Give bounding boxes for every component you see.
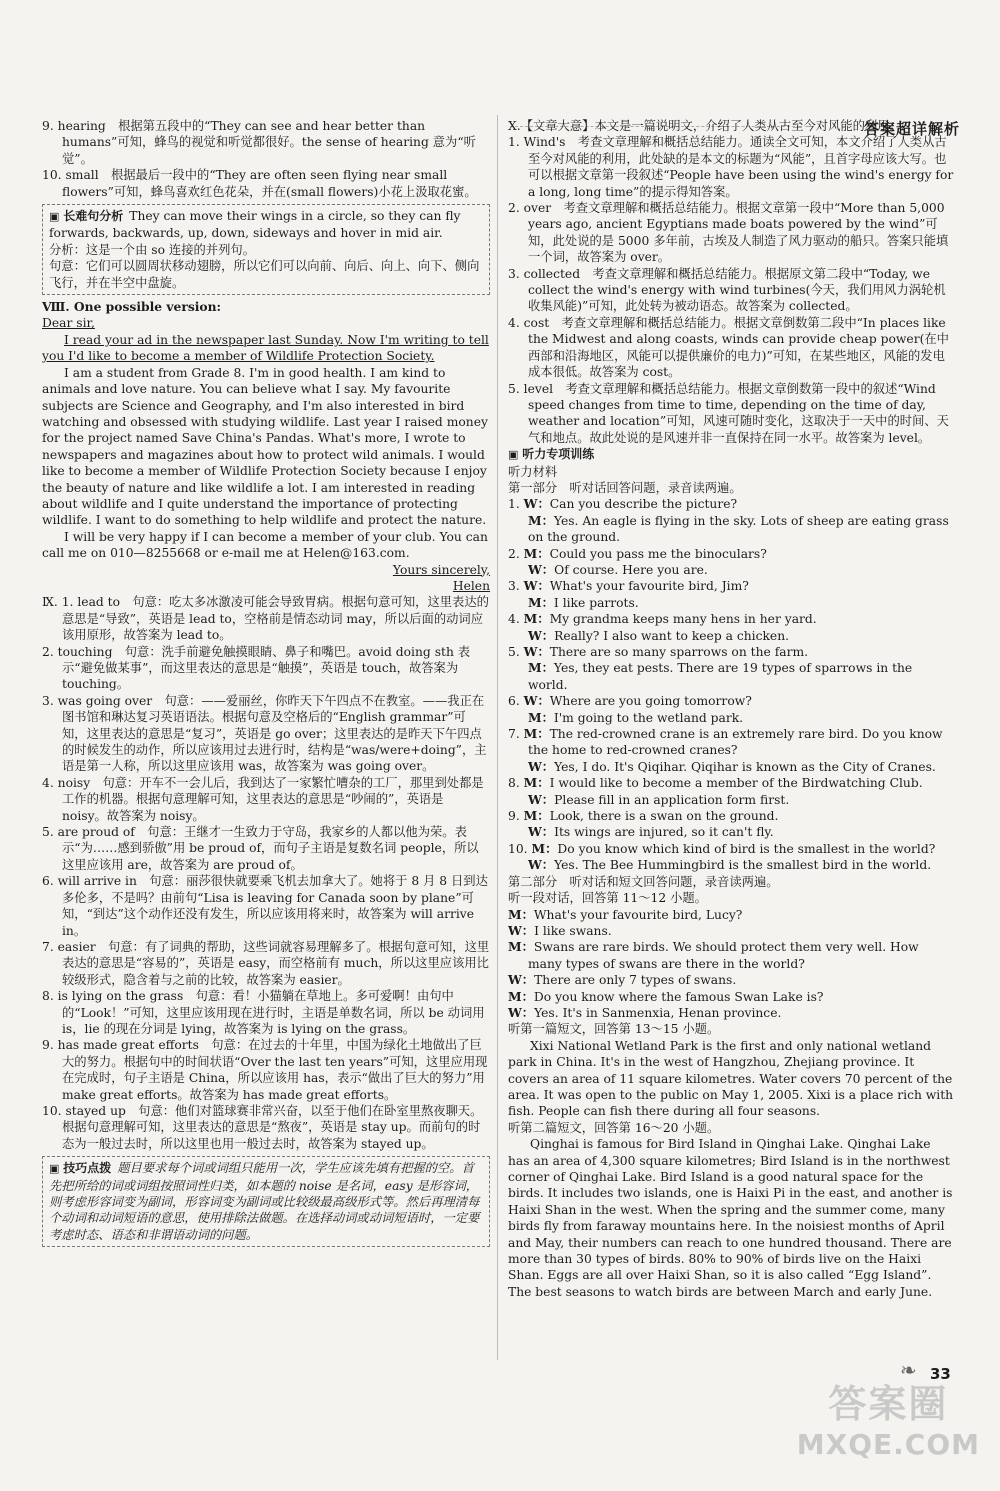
- dialogue-10-reply: W：Yes. The Bee Hummingbird is the smallest bird in the world.: [528, 857, 932, 873]
- dialogue-6: 6. W：Where are you going tomorrow?: [508, 693, 752, 709]
- column-divider: [497, 115, 498, 1360]
- watermark-url: MXQE.COM: [796, 1428, 980, 1461]
- letter-closing: Yours sincerely,: [392, 562, 490, 577]
- dialogue-1-reply: M：Yes. An eagle is flying in the sky. Lots of sheep are eating grass on the ground.: [528, 512, 949, 545]
- long-sentence-translation: 句意：它们可以圆周状移动翅膀，所以它们可以向前、向后、向上、向下、侧向飞行，并在半空中盘旋。: [49, 259, 480, 290]
- watermark: [797, 1373, 980, 1461]
- section-9-item-6: 6. will arrive in 句意：丽莎很快就要乘飞机去加拿大了。她将于 8 月 8 日到达多伦多，不是吗？由前句“Lisa is leaving for Canada soon by plane”可知，“到达”这个动作还没有发生，所以应该用将来时，故答案为 will arrive in。: [42, 874, 488, 938]
- section-10-intro: Ⅹ.【文章大意】本文是一篇说明文，介绍了人类从古至今对风能的利用。: [508, 119, 902, 133]
- dialogue-5-reply: M：Yes, they eat pests. There are 19 types of sparrows in the world.: [528, 660, 913, 692]
- dialogue-1: 1. W：Can you describe the picture?: [508, 496, 738, 512]
- right-column: [508, 118, 954, 1300]
- dialogue-8: 8. M：I would like to become a member of the Birdwatching Club.: [508, 775, 923, 791]
- dialogue-4: 4. M：My grandma keeps many hens in her yard.: [508, 611, 817, 627]
- long-sentence-label: ▣ 长难句分析: [49, 208, 123, 225]
- section-10-item-2: 2. over 考查文章理解和概括总结能力。根据文章第一段中“More than 5,000 years ago, ancient Egyptians made boats powered by the wind”可知，此处说的是 5000 多年前，古埃及人制造了风力驱动的船只。答案只能填一个词，故答案为 over。: [508, 201, 949, 265]
- section-10-item-5: 5. level 考查文章理解和概括总结能力。根据文章倒数第一段中的叙述“Wind speed changes from time to time, depending on the time of day, weather and location”可知，风速可随时变化，这取决于一天中的时间、天气和地点。故此处说的是风速并非一直保持在同一水平。故答案为 level。: [508, 381, 949, 445]
- dialogue-2: 2. M：Could you pass me the binoculars?: [508, 545, 767, 561]
- section-9-item-8: 8. is lying on the grass 句意：看！小猫躺在草地上。多可爱啊！由句中的“Look！”可知，这里应该用现在进行时，主语是单数名词，所以 be 动词用 is，lie 的现在分词是 lying，故答案为 is lying on the grass。: [42, 989, 485, 1036]
- dialogue-7: 7. M：The red-crowned crane is an extremely rare bird. Do you know the home to red-crowned cranes?: [508, 726, 943, 758]
- page-header: 答案超详解析: [863, 120, 960, 138]
- answer-item-10: 10. small 根据最后一段中的“They are often seen flying near small flowers”可知，蜂鸟喜欢红色花朵，并在(small flowers)小花上汲取花蜜。: [42, 168, 477, 199]
- section-10-item-3: 3. collected 考查文章理解和概括总结能力。根据原文第二段中“Today, we collect the wind's energy with wind turbines(今天，我们用风力涡轮机收集风能)”可知，此处转为被动语态。故答案为 collected。: [508, 266, 946, 314]
- page-number: 33: [930, 1365, 951, 1383]
- section-10-item-4: 4. cost 考查文章理解和概括总结能力。根据文章倒数第二段中“In places like the Midwest and along coasts, winds can provide cheap power(在中西部和沿海地区，风能可以提供廉价的电力)”可知，在某些地区，风能的发电成本很低。故答案为 cost。: [508, 315, 949, 380]
- tips-box: [42, 1156, 490, 1247]
- dialogue-3-reply: M：I like parrots.: [528, 594, 639, 610]
- section-10-item-1: 1. Wind's 考查文章理解和概括总结能力。通读全文可知，本文介绍了人类从古至今对风能的利用，此处缺的是本文的标题为“风能”，且首字母应该大写。也可以根据文章第一段叙述“People have been using the wind's energy for a long, long time”的提示得知答案。: [508, 135, 954, 199]
- dialogue-8-reply: W：Please fill in an application form first.: [528, 791, 790, 807]
- dialog-line-6: W：Yes. It's in Sanmenxia, Henan province.: [508, 1004, 782, 1020]
- dialogue-9: 9. M：Look, there is a swan on the ground.: [508, 808, 779, 824]
- tips-label: ▣ 技巧点拨: [49, 1160, 111, 1177]
- letter-paragraph-3: I will be very happy if I can become a member of your club. You can call me on 010—8255668 or e-mail me at Helen@163.com.: [42, 529, 488, 561]
- section-9-item-3: 3. was going over 句意：——爱丽丝，你昨天下午四点不在教室。——我正在图书馆和琳达复习英语语法。根据句意及空格后的“English grammar”可知，这里表达的意思是“复习”，英语是 go over；这里表达的是昨天下午四点的时候发生的动作，所以应该用过去进行时，结构是“was/were+doing”，主语是第一人称，所以这里应该用 was，故答案为 was going over。: [42, 693, 487, 774]
- section-9-item-10: 10. stayed up 句意：他们对篮球赛非常兴奋，以至于他们在卧室里熬夜聊天。根据句意理解可知，这里表达的意思是“熬夜”，英语是 stay up。而前句的时态为一般过去时，所以这里也用一般过去时，故答案为 stayed up。: [42, 1103, 483, 1151]
- letter-paragraph-2: I am a student from Grade 8. I'm in good health. I am kind to animals and love nature. You can believe what I say. My favourite subjects are Science and Geography, and I'm also interested in bird watching and obsessed with studying wildlife. Last year I raised money for the project named Save China's Pandas. What's more, I wrote to newspapers and magazines about how to protect wild animals. I would like to become a member of Wildlife Protection Society because I enjoy the beauty of nature and like wildlife a lot. I am interested in reading about wildlife and I quite understand the importance of protecting wildlife. I want to do something to help wildlife and protect the nature.: [42, 365, 488, 528]
- bird-icon: ❧: [900, 1358, 917, 1382]
- dialogue-10: 10. M：Do you know which kind of bird is the smallest in the world?: [508, 840, 936, 856]
- section-9-item-1: Ⅸ. 1. lead to 句意：吃太多冰激凌可能会导致胃病。根据句意可知，这里表达的意思是“导致”，英语是 lead to，空格前是情态动词 may，所以后面的动词应该用原形，故答案为 lead to。: [42, 595, 489, 643]
- dialogue-4-reply: W：Really? I also want to keep a chicken.: [528, 627, 790, 643]
- long-sentence-text: They can move their wings in a circle, so they can fly forwards, backwards, up, down, sideways and hover in mid air.: [49, 209, 461, 241]
- dialog-line-4: W：There are only 7 types of swans.: [508, 972, 737, 988]
- dialog-line-2: W：I like swans.: [508, 922, 612, 938]
- dialog-line-1: M：What's your favourite bird, Lucy?: [508, 906, 743, 922]
- passage-2-intro: 听第二篇短文，回答第 16～20 小题。: [508, 1120, 720, 1135]
- long-sentence-analysis: 分析：这是一个由 so 连接的并列句。: [49, 242, 255, 257]
- left-column: [42, 118, 490, 1251]
- passage-1: Xixi National Wetland Park is the first and only national wetland park in China. It's in the west of Hangzhou, Zhejiang province. It covers an area of 11 square kilometres. Water covers 70 percent of the area. It was open to the public on May 1, 2005. Xixi is a place rich with fish. People can fish there during all four seasons.: [508, 1038, 954, 1119]
- dialogue-7-reply: W：Yes, I do. It's Qiqihar. Qiqihar is known as the City of Cranes.: [528, 758, 936, 774]
- section-9-item-5: 5. are proud of 句意：王继才一生致力于守岛，我家乡的人都以他为荣。表示“为……感到骄傲”用 be proud of，而句子主语是复数名词 people，所以这里应该用 are，故答案为 are proud of。: [42, 825, 479, 872]
- letter-paragraph-1: I read your ad in the newspaper last Sunday. Now I'm writing to tell you I'd like to become a member of Wildlife Protection Society.: [42, 332, 489, 364]
- dialogue-2-reply: W：Of course. Here you are.: [528, 561, 708, 577]
- letter-greeting: Dear sir,: [42, 316, 95, 331]
- section-9-item-9: 9. has made great efforts 句意：在过去的十年里，中国为绿化土地做出了巨大的努力。根据句中的时间状语“Over the last ten years”可知，这里应用现在完成时，句子主语是 China，所以应该用 has，表示“做出了巨大的努力”用 make great efforts。故答案为 has made great efforts。: [42, 1038, 488, 1102]
- dialogue-9-reply: W：Its wings are injured, so it can't fly.: [528, 824, 774, 840]
- letter-signature: Helen: [452, 578, 490, 593]
- passage-1-intro: 听第一篇短文，回答第 13～15 小题。: [508, 1022, 720, 1037]
- listening-part-1: 第一部分 听对话回答问题，录音读两遍。: [508, 480, 742, 495]
- listening-label: ▣ 听力专项训练: [508, 446, 594, 463]
- dialogue-3: 3. W：What's your favourite bird, Jim?: [508, 578, 749, 594]
- listening-part-2: 第二部分 听对话和短文回答问题，录音读两遍。: [508, 874, 779, 889]
- watermark-logo: 答案圈: [828, 1382, 949, 1426]
- tips-text: 题目要求每个词或词组只能用一次，学生应该先填有把握的空。首先把所给的词或词组按照词性归类，如本题的 noise 是名词，easy 是形容词，则考虑形容词变为副词，形容词变为副词或比较级最高级形式等。然后再理清每个动词和动词短语的意思，使用排除法做题。在选择动词或动词短语时，一定要考虑时态、语态和非谓语动词的问题。: [49, 1161, 480, 1242]
- listening-material-title: 听力材料: [508, 464, 558, 479]
- section-9-item-2: 2. touching 句意：洗手前避免触摸眼睛、鼻子和嘴巴。avoid doing sth 表示“避免做某事”，而这里表达的意思是“触摸”，英语是 touch，故答案为 touching。: [42, 644, 471, 692]
- long-sentence-box: [42, 204, 490, 295]
- writing-heading: Ⅷ. One possible version:: [42, 299, 222, 315]
- passage-2: Qinghai is famous for Bird Island in Qinghai Lake. Qinghai Lake has an area of 4,300 square kilometres; Bird Island is in the northwest corner of Qinghai Lake. Bird Island is a good natural space for the birds. It includes two islands, one is Haixi Pi in the east, and another is Haixi Shan in the west. When the spring and the summer come, many birds fly from faraway mountains here. In the noisiest months of April and May, their numbers can reach to one hundred thousand. There are more than 30 types of birds. 80% to 90% of birds live on the Haixi Shan. Eggs are all over Haixi Shan, so it is also called “Egg Island”. The best seasons to watch birds are between March and early June.: [508, 1137, 953, 1299]
- dialog-intro: 听一段对话，回答第 11～12 小题。: [508, 891, 707, 906]
- dialogue-6-reply: M：I'm going to the wetland park.: [528, 709, 744, 725]
- dialogue-5: 5. W：There are so many sparrows on the farm.: [508, 644, 809, 659]
- dialog-line-3: M：Swans are rare birds. We should protect them very well. How many types of swans are there in the world?: [508, 939, 919, 971]
- dialog-line-5: M：Do you know where the famous Swan Lake is?: [508, 988, 824, 1004]
- answer-item-9: 9. hearing 根据第五段中的“They can see and hear better than humans”可知，蜂鸟的视觉和听觉都很好。the sense of hearing 意为“听觉”。: [42, 119, 476, 166]
- section-9-item-4: 4. noisy 句意：开车不一会儿后，我到达了一家繁忙嘈杂的工厂，那里到处都是工作的机器。根据句意理解可知，这里表达的意思是“吵闹的”，英语是 noisy。故答案为 noisy。: [42, 775, 484, 823]
- section-9-item-7: 7. easier 句意：有了词典的帮助，这些词就容易理解多了。根据句意可知，这里表达的意思是“容易的”，英语是 easy，而空格前有 much，所以这里应该用比较级形式，隐含着与之前的比较，故答案为 easier。: [42, 939, 490, 987]
